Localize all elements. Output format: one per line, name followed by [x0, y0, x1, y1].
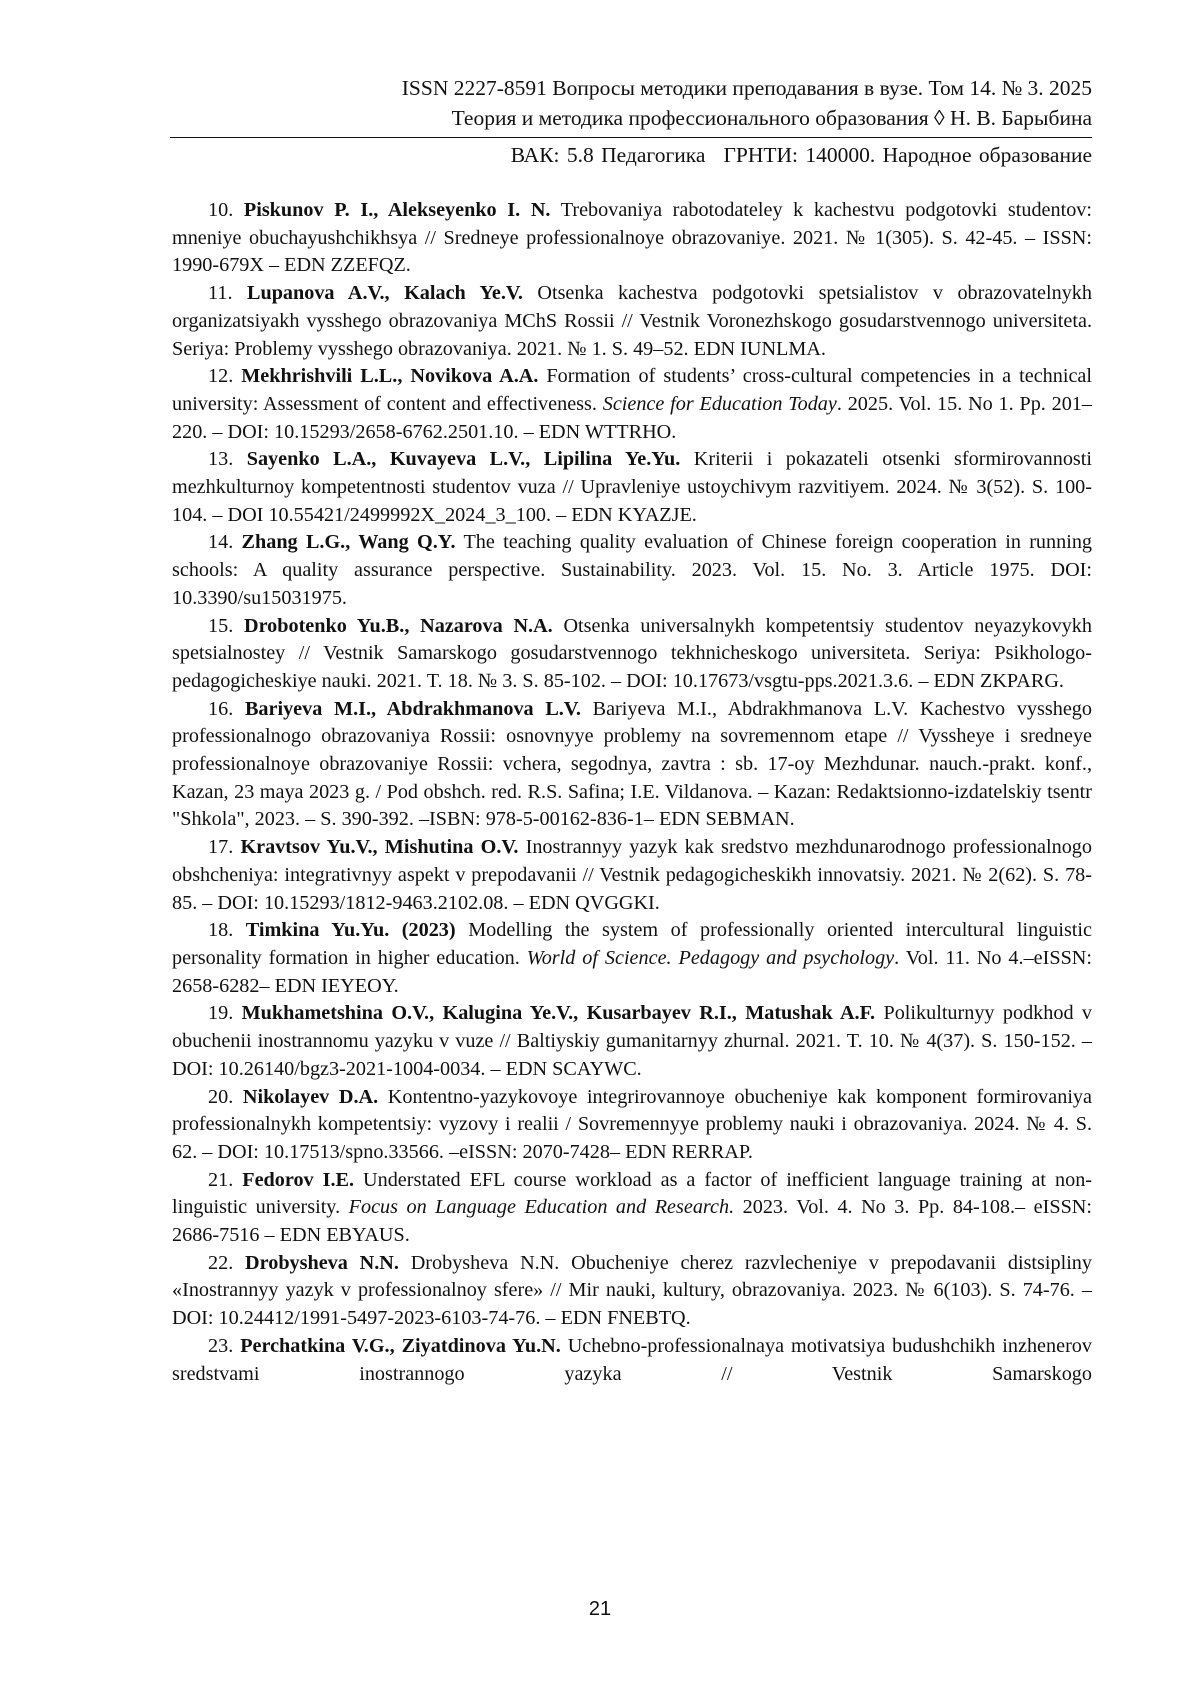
- ref-authors: Piskunov P. I., Alekseyenko I. N.: [243, 199, 551, 221]
- reference-list: [172, 197, 1092, 1388]
- ref-text: Drobysheva N.N. Obucheniye cherez razvlecheniye v prepodavanii distsipliny «Inostrannyy yazyk v professionalnoy sfere» // Mir nauki, kultury, obrazovaniya. 2023. № 6(103). S. 74-76. – DOI: 10.24412/1991-5497-2023-6103-74-76. – EDN FNEBTQ.: [172, 1251, 1092, 1330]
- ref-authors: Kravtsov Yu.V., Mishutina O.V.: [240, 836, 519, 859]
- ref-authors: Fedorov I.E.: [242, 1168, 355, 1191]
- ref-text: Kriterii i pokazateli otsenki sformirovannosti mezhkulturnoy kompetentnosti studentov vuza // Upravleniye ustoychivym razvitiyem. 2024. № 3(52). S. 100-104. – DOI 10.55421/2499992X_2024_3_100. – EDN KYAZJE.: [172, 448, 1092, 526]
- ref-number: 19.: [208, 1002, 234, 1025]
- ref-number: 14.: [208, 531, 234, 554]
- ref-authors: Lupanova A.V., Kalach Ye.V.: [247, 282, 523, 305]
- ref-number: 17.: [208, 836, 234, 859]
- reference-item: [172, 917, 1092, 1000]
- ref-text: Inostrannyy yazyk kak sredstvo mezhdunarodnogo professionalnogo obshcheniya: integrativnyy aspekt v prepodavanii // Vestnik pedagogicheskikh innovatsiy. 2021. № 2(62). S. 78-85. – DOI: 10.15293/1812-9463.2102.08. – EDN QVGGKI.: [172, 836, 1092, 914]
- ref-text: Uchebno-professionalnaya motivatsiya budushchikh inzhenerov sredstvami inostrannogo yazyka // Vestnik Samarskogo: [172, 1334, 1092, 1385]
- ref-text: The teaching quality evaluation of Chinese foreign cooperation in running schools: A quality assurance perspective. Sustainability. 2023. Vol. 15. No. 3. Article 1975. DOI: 10.3390/su15031975.: [172, 531, 1093, 609]
- ref-number: 18.: [208, 919, 234, 942]
- ref-authors: Mekhrishvili L.L., Novikova A.A.: [241, 365, 539, 388]
- ref-number: 22.: [208, 1251, 234, 1274]
- ref-authors: Perchatkina V.G., Ziyatdinova Yu.N.: [240, 1334, 561, 1357]
- classification-line: [170, 140, 1092, 170]
- reference-item: [172, 1250, 1092, 1333]
- ref-text: Bariyeva M.I., Abdrakhmanova L.V. Kachestvo vysshego professionalnogo obrazovaniya Rossii: osnovnyye problemy na sovremennom etape // Vyssheye i sredneye professionalnoye obrazovaniye Rossii: vchera, segodnya, zavtra : sb. 17-oy Mezhdunar. nauch.-prakt. konf., Kazan, 23 maya 2023 g. / Pod obshch. red. R.S. Safina; I.E. Vildanova. – Kazan: Redaktsionno-izdatelskiy tsentr "Shkola", 2023. – S. 390-392. –ISBN: 978-5-00162-836-1– EDN SEBMAN.: [172, 697, 1092, 831]
- ref-authors: Sayenko L.A., Kuvayeva L.V., Lipilina Ye.Yu.: [246, 448, 681, 471]
- grnti-label: ГРНТИ: 140000. Народное образование: [723, 143, 1092, 167]
- ref-text: Otsenka universalnykh kompetentsiy studentov neyazykovykh spetsialnostey // Vestnik Samarskogo gosudarstvennogo tekhnicheskogo universiteta. Seriya: Psikhologo-pedagogicheskiye nauki. 2021. T. 18. № 3. S. 85-102. – DOI: 10.17673/vsgtu-pps.2021.3.6. – EDN ZKPARG.: [172, 614, 1092, 692]
- vak-label: ВАК: 5.8 Педагогика: [510, 143, 706, 167]
- reference-item: [172, 1167, 1092, 1250]
- ref-authors: Bariyeva M.I., Abdrakhmanova L.V.: [244, 697, 581, 720]
- ref-text: Trebovaniya rabotodateley k kachestvu podgotovki studentov: mneniye obuchayushchikhsya // Sredneye professionalnoye obrazovaniye. 2021. № 1(305). S. 42-45. – ISSN: 1990-679X – EDN ZZEFQZ.: [172, 199, 1092, 277]
- ref-text-tail: 2023. Vol. 4. No 3. Pp. 84-108.– eISSN: 2686-7516 – EDN EBYAUS.: [172, 1196, 1092, 1247]
- reference-item: [172, 197, 1092, 280]
- ref-number: 23.: [208, 1334, 234, 1357]
- ref-authors: Drobotenko Yu.B., Nazarova N.A.: [243, 614, 553, 637]
- ref-text: Formation of students’ cross-cultural competencies in a technical university: Assessment of content and effectiveness.: [172, 365, 1093, 415]
- ref-text: Otsenka kachestva podgotovki spetsialistov v obrazovatelnykh organizatsiyakh vysshego obrazovaniya MChS Rossii // Vestnik Voronezhskogo gosudarstvennogo universiteta. Seriya: Problemy vysshego obrazovaniya. 2021. № 1. S. 49–52. EDN IUNLMA.: [172, 282, 1092, 360]
- ref-number: 11.: [208, 282, 233, 305]
- reference-item: [172, 446, 1092, 529]
- reference-item: [172, 1000, 1092, 1083]
- reference-item: [172, 696, 1092, 835]
- header-divider: [170, 137, 1092, 138]
- ref-text-tail: . 2025. Vol. 15. No 1. Pp. 201–220. – DOI: 10.15293/2658-6762.2501.10. – EDN WTTRHO.: [172, 392, 1092, 443]
- ref-number: 15.: [208, 614, 234, 637]
- ref-text: Polikulturnyy podkhod v obuchenii inostrannomu yazyku v vuze // Baltiyskiy gumanitarnyy zhurnal. 2021. T. 10. № 4(37). S. 150-152. – DOI: 10.26140/bgz3-2021-1004-0034. – EDN SCAYWC.: [172, 1002, 1093, 1080]
- ref-journal: World of Science. Pedagogy and psychology: [526, 946, 895, 969]
- ref-text: Modelling the system of professionally oriented intercultural linguistic personality formation in higher education.: [172, 919, 1092, 969]
- running-header: [170, 73, 1092, 170]
- ref-authors: Zhang L.G., Wang Q.Y.: [241, 531, 456, 554]
- ref-number: 21.: [208, 1168, 234, 1191]
- reference-item: [172, 363, 1092, 446]
- ref-journal: Focus on Language Education and Research.: [348, 1196, 735, 1219]
- reference-item: [172, 1333, 1092, 1388]
- ref-number: 16.: [208, 697, 234, 720]
- reference-item: [172, 529, 1092, 612]
- ref-text-tail: . Vol. 11. No 4.–eISSN: 2658-6282– EDN IEYEOY.: [172, 946, 1092, 997]
- ref-number: 10.: [208, 199, 234, 221]
- page-number: 21: [588, 1598, 612, 1620]
- ref-text: Understated EFL course workload as a factor of inefficient language training at non-linguistic university.: [172, 1168, 1093, 1219]
- reference-item: [172, 1084, 1092, 1167]
- ref-authors: Nikolayev D.A.: [242, 1085, 379, 1108]
- ref-authors: Mukhametshina O.V., Kalugina Ye.V., Kusarbayev R.I., Matushak A.F.: [241, 1002, 876, 1025]
- ref-authors: Drobysheva N.N.: [245, 1251, 399, 1274]
- section-author-line: Теория и методика профессионального образования ◊ Н. В. Барыбина: [451, 106, 1092, 130]
- ref-number: 12.: [208, 365, 234, 388]
- ref-authors: Timkina Yu.Yu. (2023): [245, 919, 456, 942]
- reference-item: [172, 280, 1092, 363]
- ref-number: 13.: [208, 448, 234, 471]
- reference-item: [172, 613, 1092, 696]
- journal-issn-line: ISSN 2227-8591 Вопросы методики преподавания в вузе. Том 14. № 3. 2025: [401, 76, 1092, 100]
- reference-item: [172, 834, 1092, 917]
- ref-number: 20.: [208, 1085, 234, 1108]
- ref-text: Kontentno-yazykovoye integrirovannoye obucheniye kak komponent formirovaniya professionalnykh kompetentsiy: vyzovy i realii / Sovremennyye problemy nauki i obrazovaniya. 2024. № 4. S. 62. – DOI: 10.17513/spno.33566. –eISSN: 2070-7428– EDN RERRAP.: [172, 1085, 1092, 1163]
- ref-journal: Science for Education Today: [602, 392, 837, 415]
